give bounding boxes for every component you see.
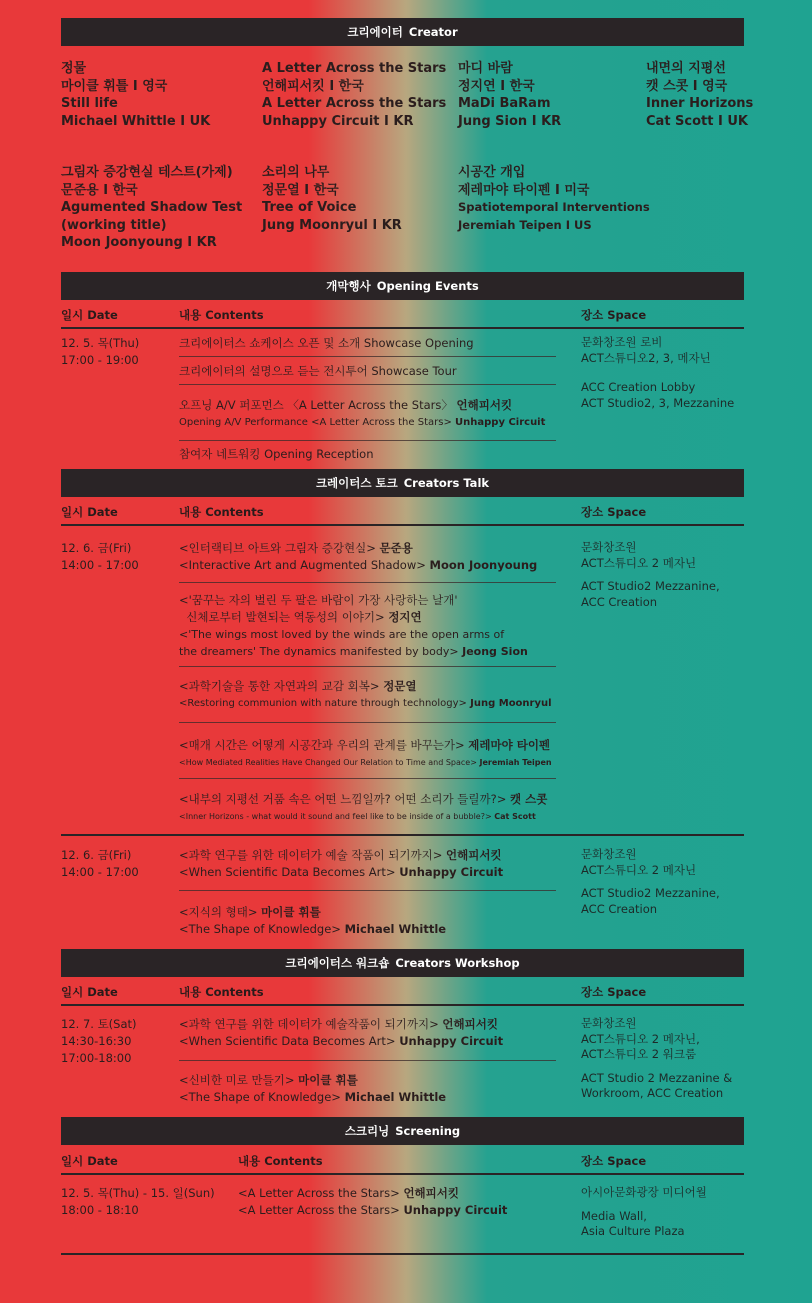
date-text: 12. 7. 토(Sat) [61, 1017, 137, 1031]
talk-en: <Interactive Art and Augmented Shadow> [179, 558, 426, 572]
workshop-date [61, 1016, 137, 1067]
talk-artist-en: Michael Whittle [344, 922, 447, 936]
talk-en: <How Mediated Realities Have Changed Our Relation to Time and Space> [179, 758, 477, 767]
talk-ko: <'꿈꾸는 자의 벌린 두 팔은 바람이 가장 사랑하는 날개' [179, 593, 458, 607]
time-text: 14:30-16:30 [61, 1034, 132, 1048]
opening-item: 참여자 네트워킹 Opening Reception [179, 447, 374, 461]
screening-space [581, 1185, 707, 1240]
col-space-header: 장소 Space [581, 1154, 647, 1168]
time-text: 17:00-18:00 [61, 1051, 132, 1065]
creator-line: 정지연 I 한국 [458, 78, 535, 94]
talk-title-en: Creators Talk [403, 476, 490, 490]
workshop-title-ko: 크리에이터스 워크숍 [285, 956, 390, 970]
header-rule [61, 327, 744, 329]
space-line: Media Wall, [581, 1208, 647, 1223]
talk-en: the dreamers' The dynamics manifested by body> [179, 645, 459, 658]
workshop-artist-ko: 언해피서킷 [442, 1017, 498, 1031]
screening-artist: Unhappy Circuit [403, 1203, 508, 1217]
date-text: 12. 5. 목(Thu) [61, 336, 140, 350]
talk-artist-en: Moon Joonyoung [429, 558, 538, 572]
workshop-en: <When Scientific Data Becomes Art> [179, 1034, 396, 1048]
talk-artist-ko: 캣 스콧 [510, 792, 548, 806]
talk2-date [61, 847, 139, 881]
creator-line: 소리의 나무 [262, 165, 330, 180]
talk-item [179, 737, 552, 771]
creator-item [646, 60, 753, 130]
creator-line: 정문열 I 한국 [262, 182, 339, 198]
space-line: ACT스튜디오 2 워크룸 [581, 1047, 697, 1061]
creator-line: Inner Horizons [646, 96, 754, 111]
talk-en: <When Scientific Data Becomes Art> [179, 865, 396, 879]
talk-section-bar [61, 469, 744, 497]
creator-line: Jung Sion I KR [458, 113, 562, 129]
talk-ko: <내부의 지평선 거품 속은 어떤 느낌일까? 어떤 소리가 들릴까?> [179, 792, 507, 806]
divider [179, 778, 556, 779]
talk-artist-ko: 언해피서킷 [446, 848, 502, 862]
talk-artist-en: Jeremiah Teipen [479, 758, 552, 767]
perf-ko-artist: 언해피서킷 [456, 398, 513, 412]
workshop-en: <The Shape of Knowledge> [179, 1090, 341, 1104]
talk-ko: <지식의 형태> [179, 905, 258, 919]
screening-artist: 언해피서킷 [403, 1186, 459, 1200]
divider [179, 666, 556, 667]
space-line: ACC Creation [581, 594, 658, 609]
creator-item [458, 164, 650, 234]
creator-line: 문준용 I 한국 [61, 182, 138, 198]
talk-artist-ko: 마이클 휘틀 [261, 905, 321, 919]
talk-artist-en: Jung Moonryul [470, 698, 552, 709]
opening-title-en: Opening Events [376, 279, 479, 293]
creator-line: Jeremiah Teipen I US [458, 217, 592, 232]
creator-line: 제레마야 타이펜 I 미국 [458, 182, 590, 198]
opening-item: 크리에이터스 쇼케이스 오픈 및 소개 Showcase Opening [179, 336, 474, 350]
workshop-artist-en: Unhappy Circuit [399, 1034, 504, 1048]
screening-title: <A Letter Across the Stars> [238, 1203, 400, 1217]
opening-title-ko: 개막행사 [326, 279, 371, 293]
talk-artist-ko: 정지연 [388, 610, 422, 624]
creator-title-ko: 크리에이터 [347, 25, 403, 39]
space-line: Asia Culture Plaza [581, 1224, 685, 1238]
talk-ko: <과학기술을 통한 자연과의 교감 회복> [179, 679, 380, 693]
talk-en: <Restoring communion with nature through technology> [179, 698, 467, 709]
header-rule [61, 1173, 744, 1175]
talk-ko: <매개 시간은 어떻게 시공간과 우리의 관계를 바꾸는가> [179, 738, 465, 752]
talk-artist-ko: 제레마야 타이펜 [468, 738, 551, 752]
talk-ko: <인터랙티브 아트와 그림자 증강현실> [179, 541, 376, 555]
talk-en: <The Shape of Knowledge> [179, 922, 341, 936]
talk2-space [581, 847, 720, 917]
space-line: ACC Creation [581, 901, 658, 916]
talk-item [179, 904, 446, 938]
date-text: 12. 6. 금(Fri) [61, 848, 132, 862]
space-line: ACT스튜디오 2 메자닌, [581, 1031, 700, 1046]
talk-en: <'The wings most loved by the winds are the open arms of [179, 628, 505, 641]
creator-title-en: Creator [408, 25, 458, 39]
creator-line: Tree of Voice [262, 200, 357, 215]
workshop-artist-ko: 마이클 휘틀 [298, 1073, 358, 1087]
space-line: ACT Studio2 Mezzanine, [581, 579, 720, 593]
header-rule [61, 1004, 744, 1006]
talk-ko: 신체로부터 발현되는 역동성의 이야기> [179, 610, 385, 624]
creator-line: 시공간 개입 [458, 165, 526, 180]
divider [179, 440, 556, 441]
talk-item [179, 592, 528, 660]
screening-section-bar [61, 1117, 744, 1145]
workshop-item [179, 1072, 446, 1106]
opening-space [581, 335, 734, 411]
creator-line: Still life [61, 96, 118, 111]
col-date-header: 일시 Date [61, 1154, 118, 1168]
space-line: 문화창조원 [581, 1016, 637, 1030]
space-line: ACT스튜디오 2 메자닌 [581, 862, 697, 877]
creator-line: Jung Moonryul I KR [262, 217, 402, 233]
creator-item [262, 60, 446, 130]
talk-en: <Inner Horizons - what would it sound and feel like to be inside of a bubble?> [179, 812, 492, 821]
opening-section-bar [61, 272, 744, 300]
opening-date [61, 335, 139, 369]
creator-line: Agumented Shadow Test [61, 200, 243, 215]
screening-date [61, 1185, 215, 1219]
creator-line: 캣 스콧 I 영국 [646, 78, 728, 94]
perf-ko: 오프닝 A/V 퍼포먼스 〈A Letter Across the Stars〉 [179, 398, 453, 412]
talk-artist-en: Cat Scott [494, 812, 536, 821]
space-line: 문화창조원 [581, 540, 637, 554]
space-line: ACT Studio 2 Mezzanine & [581, 1070, 733, 1085]
screening-title-en: Screening [395, 1124, 461, 1138]
col-contents-header: 내용 Contents [179, 505, 264, 519]
space-line: ACT스튜디오2, 3, 메자닌 [581, 350, 711, 365]
space-line: 문화창조원 [581, 847, 637, 861]
talk-artist-en: Jeong Sion [462, 645, 528, 658]
col-contents-header: 내용 Contents [238, 1154, 323, 1168]
screening-title: <A Letter Across the Stars> [238, 1186, 400, 1200]
creator-line: 마이클 휘틀 I 영국 [61, 78, 168, 94]
creator-line: (working title) [61, 217, 167, 233]
time-text: 14:00 - 17:00 [61, 558, 139, 572]
creator-item [61, 60, 210, 130]
creator-line: Cat Scott I UK [646, 113, 749, 129]
divider [179, 890, 556, 891]
talk-item [179, 791, 547, 825]
opening-perf [179, 397, 545, 431]
space-line: 아시아문화광장 미디어월 [581, 1185, 707, 1199]
col-space-header: 장소 Space [581, 505, 647, 519]
space-line: ACT Studio2 Mezzanine, [581, 886, 720, 900]
perf-en: Opening A/V Performance <A Letter Across the Stars> [179, 417, 452, 428]
col-space-header: 장소 Space [581, 308, 647, 322]
workshop-item [179, 1016, 503, 1050]
creator-line: A Letter Across the Stars [262, 96, 447, 111]
date-text: 12. 5. 목(Thu) - 15. 일(Sun) [61, 1186, 215, 1200]
workshop-space [581, 1016, 732, 1102]
talk-item [179, 847, 503, 881]
col-date-header: 일시 Date [61, 308, 118, 322]
creator-line: 내면의 지평선 [646, 61, 726, 76]
creator-item [61, 164, 242, 252]
divider [179, 1060, 556, 1061]
creator-line: Moon Joonyoung I KR [61, 235, 217, 250]
col-date-header: 일시 Date [61, 505, 118, 519]
creator-line: Unhappy Circuit I KR [262, 113, 414, 129]
creator-line: 언해피서킷 I 한국 [262, 78, 364, 94]
creator-line: A Letter Across the Stars [262, 61, 447, 76]
opening-item: 크리에이터의 설명으로 듣는 전시투어 Showcase Tour [179, 364, 457, 378]
divider [179, 582, 556, 583]
divider [179, 722, 556, 723]
space-line: Workroom, ACC Creation [581, 1086, 724, 1100]
creator-line: Michael Whittle I UK [61, 113, 211, 129]
talk-item [179, 678, 552, 712]
space-line: ACT스튜디오 2 메자닌 [581, 555, 697, 570]
workshop-title-en: Creators Workshop [395, 956, 520, 970]
talk1-date [61, 540, 139, 574]
creator-section-bar [61, 18, 744, 46]
space-line: 문화창조원 로비 [581, 335, 663, 349]
space-line: ACC Creation Lobby [581, 380, 696, 394]
time-text: 17:00 - 19:00 [61, 353, 139, 367]
talk-artist-ko: 정문열 [383, 679, 417, 693]
col-space-header: 장소 Space [581, 985, 647, 999]
creator-line: 마디 바람 [458, 61, 513, 76]
creator-item [458, 60, 561, 130]
section-rule [61, 834, 744, 836]
talk-item [179, 540, 537, 574]
talk-artist-en: Unhappy Circuit [399, 865, 504, 879]
bottom-rule [61, 1253, 744, 1255]
workshop-ko: <신비한 미로 만들기> [179, 1073, 295, 1087]
perf-en-artist: Unhappy Circuit [455, 417, 546, 428]
time-text: 14:00 - 17:00 [61, 865, 139, 879]
col-date-header: 일시 Date [61, 985, 118, 999]
divider [179, 356, 556, 357]
divider [179, 384, 556, 385]
screening-title-ko: 스크리닝 [344, 1124, 390, 1138]
talk-ko: <과학 연구를 위한 데이터가 예술 작품이 되기까지> [179, 848, 443, 862]
creator-line: MaDi BaRam [458, 96, 551, 111]
date-text: 12. 6. 금(Fri) [61, 541, 132, 555]
col-contents-header: 내용 Contents [179, 308, 264, 322]
workshop-section-bar [61, 949, 744, 977]
creator-item [262, 164, 402, 234]
col-contents-header: 내용 Contents [179, 985, 264, 999]
workshop-artist-en: Michael Whittle [344, 1090, 447, 1104]
talk-artist-ko: 문준용 [379, 541, 413, 555]
screening-item [238, 1185, 507, 1219]
space-line: ACT Studio2, 3, Mezzanine [581, 395, 735, 410]
creator-line: Spatiotemporal Interventions [458, 200, 650, 214]
talk-title-ko: 크레이터스 토크 [315, 476, 398, 490]
workshop-ko: <과학 연구를 위한 데이터가 예술작품이 되기까지> [179, 1017, 439, 1031]
creator-line: 정물 [61, 61, 87, 76]
creator-line: 그림자 증강현실 테스트(가제) [61, 165, 233, 180]
header-rule [61, 524, 744, 526]
talk1-space [581, 540, 720, 610]
time-text: 18:00 - 18:10 [61, 1203, 139, 1217]
